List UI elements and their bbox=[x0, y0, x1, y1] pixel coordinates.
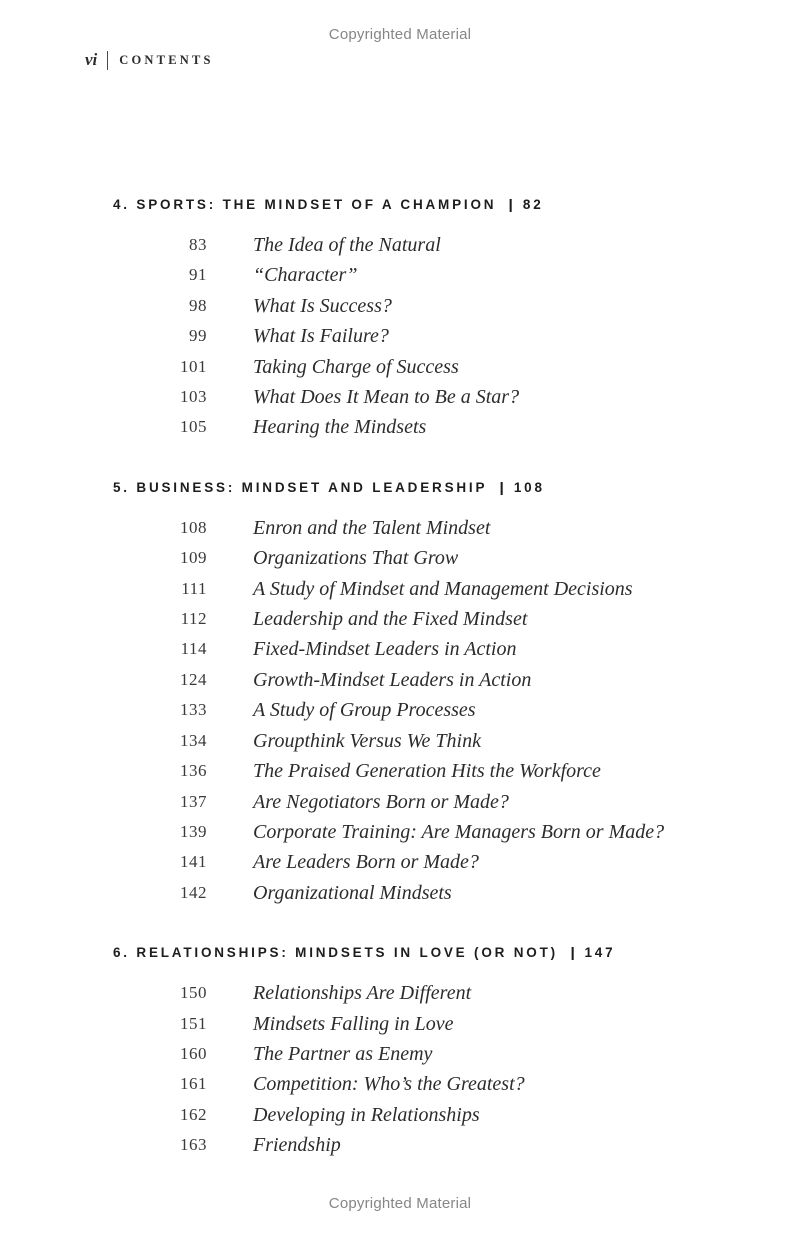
toc-entry bbox=[0, 847, 800, 877]
toc-entry bbox=[0, 1009, 800, 1039]
section-start-page: 147 bbox=[584, 945, 616, 961]
entry-title: Are Leaders Born or Made? bbox=[253, 851, 479, 874]
entry-page-number: 141 bbox=[180, 852, 207, 872]
section-heading bbox=[113, 195, 800, 215]
entry-title: Developing in Relationships bbox=[253, 1103, 480, 1126]
toc-entry bbox=[0, 787, 800, 817]
entry-page-number: 103 bbox=[180, 387, 207, 407]
copyright-notice-top: Copyrighted Material bbox=[328, 26, 472, 43]
entry-page-number: 139 bbox=[180, 821, 207, 841]
folio-divider bbox=[107, 51, 108, 70]
entry-title: Corporate Training: Are Managers Born or Made? bbox=[253, 820, 665, 843]
entry-page-number: 124 bbox=[180, 669, 207, 689]
toc-entry bbox=[0, 1130, 800, 1160]
entry-title: Enron and the Talent Mindset bbox=[253, 516, 491, 539]
entry-title: Are Negotiators Born or Made? bbox=[253, 790, 509, 813]
entry-page-number: 98 bbox=[189, 295, 207, 315]
entry-title: Relationships Are Different bbox=[253, 982, 472, 1005]
entry-page-number: 83 bbox=[189, 235, 207, 254]
entry-title: Organizational Mindsets bbox=[253, 881, 452, 904]
toc-entry bbox=[0, 352, 800, 382]
toc-entry bbox=[0, 291, 800, 321]
entry-page-number: 162 bbox=[180, 1104, 207, 1124]
section-start-page: 108 bbox=[513, 479, 545, 495]
folio-page-number: vi bbox=[85, 50, 98, 69]
toc-entry bbox=[0, 513, 800, 543]
section-heading-label: 4. SPORTS: THE MINDSET OF A CHAMPION bbox=[113, 197, 497, 212]
toc-entry bbox=[0, 260, 800, 290]
entry-title: Leadership and the Fixed Mindset bbox=[253, 608, 528, 631]
heading-separator-bar: | bbox=[570, 945, 579, 961]
section-heading bbox=[113, 943, 800, 963]
entry-title: Taking Charge of Success bbox=[253, 355, 459, 378]
toc-entry bbox=[0, 1100, 800, 1130]
entry-title: “Character” bbox=[253, 264, 358, 287]
entry-page-number: 161 bbox=[180, 1074, 207, 1094]
toc-section bbox=[0, 943, 800, 1160]
table-of-contents bbox=[0, 195, 800, 1161]
entry-page-number: 163 bbox=[180, 1135, 207, 1155]
toc-entry bbox=[0, 321, 800, 351]
heading-separator-bar: | bbox=[499, 479, 508, 495]
toc-entry bbox=[0, 878, 800, 908]
entry-page-number: 150 bbox=[180, 983, 207, 1003]
toc-entry bbox=[0, 1039, 800, 1069]
toc-entry bbox=[0, 665, 800, 695]
toc-section bbox=[0, 195, 800, 443]
toc-entry bbox=[0, 574, 800, 604]
entry-page-number: 134 bbox=[180, 730, 207, 750]
section-start-page: 82 bbox=[522, 197, 544, 212]
entry-page-number: 111 bbox=[181, 578, 207, 598]
entry-title: Hearing the Mindsets bbox=[253, 416, 427, 439]
toc-entry bbox=[0, 817, 800, 847]
section-entry-list bbox=[0, 513, 800, 908]
running-head-label: CONTENTS bbox=[119, 52, 214, 67]
section-heading bbox=[113, 478, 800, 498]
entry-title: Mindsets Falling in Love bbox=[253, 1012, 454, 1035]
entry-page-number: 133 bbox=[180, 700, 207, 720]
entry-page-number: 136 bbox=[180, 761, 207, 781]
entry-title: Friendship bbox=[253, 1134, 341, 1157]
entry-title: A Study of Group Processes bbox=[253, 699, 476, 722]
toc-entry bbox=[0, 1069, 800, 1099]
entry-page-number: 137 bbox=[180, 791, 207, 811]
toc-entry bbox=[0, 978, 800, 1008]
entry-title: The Praised Generation Hits the Workforce bbox=[253, 760, 601, 783]
entry-title: Groupthink Versus We Think bbox=[253, 729, 481, 752]
toc-entry bbox=[0, 382, 800, 412]
toc-entry bbox=[0, 230, 800, 260]
entry-title: Growth-Mindset Leaders in Action bbox=[253, 668, 532, 691]
entry-title: Fixed-Mindset Leaders in Action bbox=[253, 638, 517, 661]
section-entry-list bbox=[0, 230, 800, 443]
toc-section bbox=[0, 478, 800, 908]
entry-page-number: 114 bbox=[180, 639, 207, 659]
entry-page-number: 151 bbox=[180, 1013, 207, 1033]
copyright-notice-bottom: Copyrighted Material bbox=[328, 1195, 472, 1212]
entry-title: What Is Failure? bbox=[253, 325, 389, 348]
section-heading-label: 6. RELATIONSHIPS: MINDSETS IN LOVE (OR NOT) bbox=[113, 945, 558, 961]
toc-entry bbox=[0, 412, 800, 442]
entry-page-number: 91 bbox=[189, 265, 207, 285]
entry-page-number: 109 bbox=[180, 548, 207, 568]
toc-entry bbox=[0, 695, 800, 725]
toc-entry bbox=[0, 726, 800, 756]
entry-page-number: 105 bbox=[180, 417, 207, 437]
entry-page-number: 101 bbox=[180, 356, 207, 376]
section-entry-list bbox=[0, 978, 800, 1160]
entry-title: What Is Success? bbox=[253, 294, 392, 317]
entry-page-number: 108 bbox=[180, 517, 207, 537]
entry-title: What Does It Mean to Be a Star? bbox=[253, 386, 520, 409]
heading-separator-bar: | bbox=[508, 197, 517, 212]
entry-page-number: 112 bbox=[180, 609, 207, 629]
toc-entry bbox=[0, 604, 800, 634]
entry-page-number: 99 bbox=[189, 326, 207, 346]
entry-title: The Idea of the Natural bbox=[253, 234, 441, 256]
section-heading-label: 5. BUSINESS: MINDSET AND LEADERSHIP bbox=[113, 479, 488, 495]
entry-title: Competition: Who’s the Greatest? bbox=[253, 1073, 525, 1096]
entry-page-number: 160 bbox=[180, 1043, 207, 1063]
toc-entry bbox=[0, 756, 800, 786]
running-head bbox=[85, 50, 214, 70]
entry-title: The Partner as Enemy bbox=[253, 1042, 433, 1065]
toc-entry bbox=[0, 543, 800, 573]
entry-title: Organizations That Grow bbox=[253, 547, 459, 570]
entry-page-number: 142 bbox=[180, 882, 207, 902]
entry-title: A Study of Mindset and Management Decisions bbox=[253, 577, 633, 600]
toc-entry bbox=[0, 634, 800, 664]
